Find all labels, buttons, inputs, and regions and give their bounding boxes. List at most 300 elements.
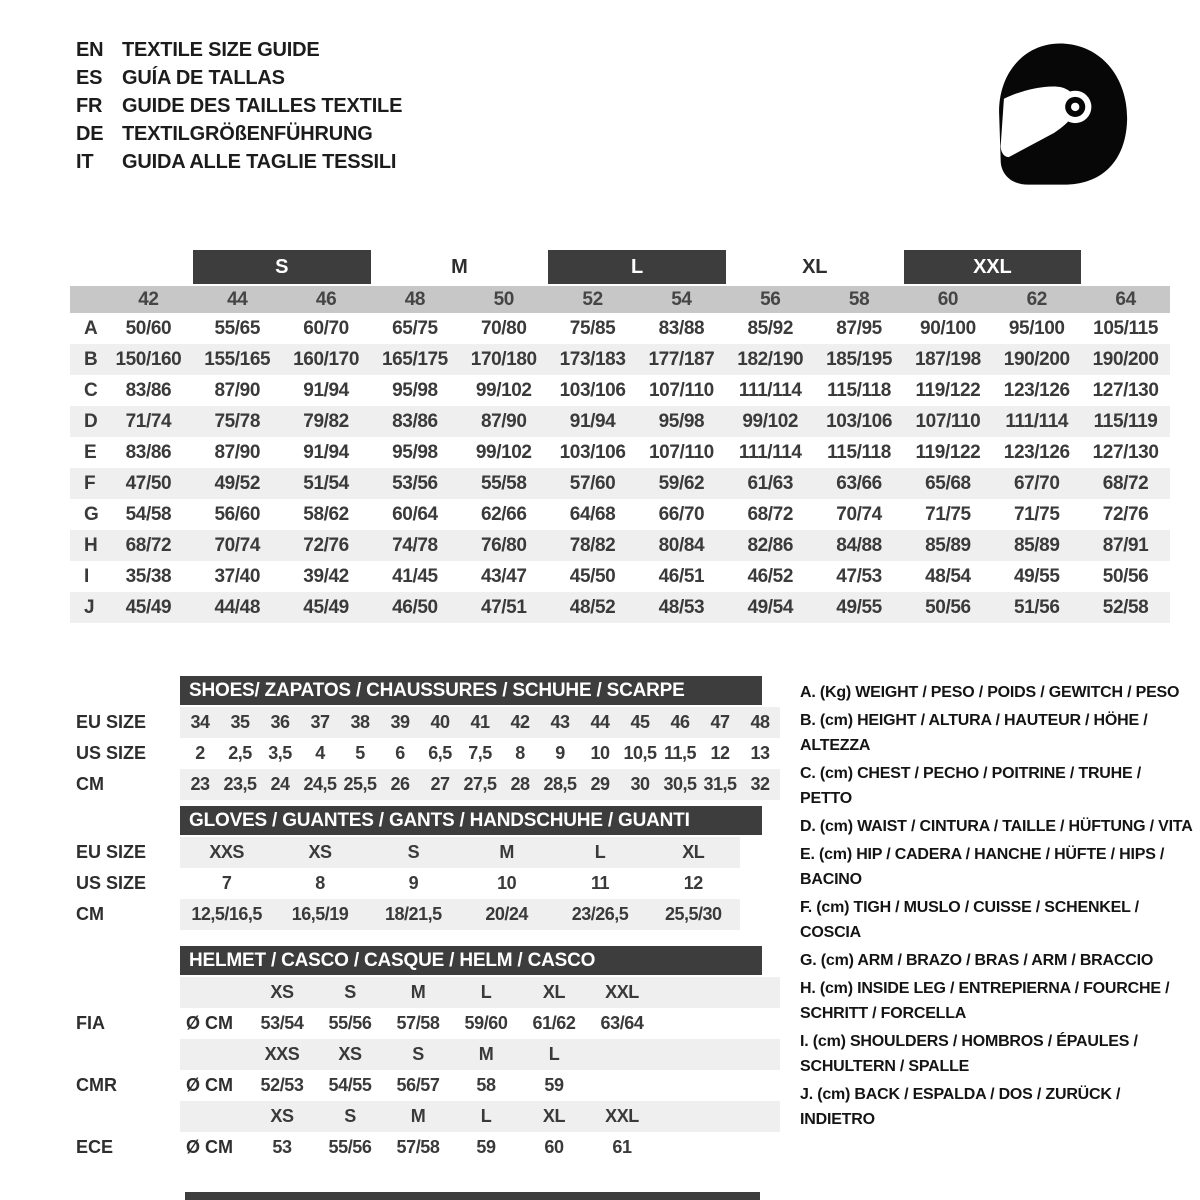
measure-value: 119/122: [915, 442, 981, 463]
helmet-sizes-row-fia: [70, 977, 782, 1008]
helmet-size: XXS: [264, 1044, 300, 1064]
numeric-size: 64: [1115, 289, 1136, 310]
measure-value: 37/40: [214, 566, 261, 587]
size-band-s: S: [193, 250, 371, 284]
cut-off-section-bar: [185, 1192, 760, 1200]
size-value: 24: [270, 774, 290, 794]
size-band-xl: XL: [802, 255, 828, 278]
size-value: 39: [390, 712, 410, 732]
helmet-size: XXL: [605, 1106, 639, 1126]
measure-value: 60/64: [392, 504, 438, 525]
unit-label: Ø CM: [186, 1013, 233, 1033]
measure-value: 57/60: [569, 473, 616, 494]
legend-item-d: D. (cm) WAIST / CINTURA / TAILLE / HÜFTUNG / VITA: [800, 818, 1193, 835]
language-row-fr: [76, 92, 402, 120]
helmet-value: 57/58: [396, 1013, 440, 1033]
numeric-size: 44: [227, 289, 248, 310]
measure-value: 47/51: [480, 597, 527, 618]
helmet-size: S: [412, 1044, 424, 1064]
size-value: 47: [710, 712, 730, 732]
measure-value: 71/74: [125, 411, 172, 432]
measure-value: 91/94: [569, 411, 616, 432]
helmet-value: 54/55: [328, 1075, 372, 1095]
gloves-row-3: [70, 899, 782, 930]
measure-value: 83/86: [392, 411, 438, 432]
size-value: 6,5: [428, 743, 452, 763]
helmet-values: [180, 1132, 780, 1163]
shoes-rows: [70, 707, 782, 800]
helmet-size: L: [480, 1106, 492, 1126]
size-value: 25,5: [343, 774, 377, 794]
measure-value: 190/200: [1003, 349, 1070, 370]
shoes-row-3: [70, 769, 782, 800]
size-band-row: [70, 250, 1170, 286]
measure-value: 115/118: [827, 442, 891, 463]
measure-value: 43/47: [480, 566, 527, 587]
shoes-section-title: SHOES/ ZAPATOS / CHAUSSURES / SCHUHE / SCARPE: [180, 676, 762, 705]
measure-row-i: [70, 561, 1170, 592]
helmet-value: 61/62: [532, 1013, 576, 1033]
helmet-value: 53: [272, 1137, 292, 1157]
helmet-size: XXL: [605, 982, 639, 1002]
size-value: 30,5: [663, 774, 697, 794]
measure-value: 95/100: [1008, 318, 1065, 339]
measure-value: 79/82: [303, 411, 349, 432]
measure-value: 111/114: [1005, 411, 1069, 432]
helmet-size: XS: [270, 1106, 294, 1126]
measure-value: 103/106: [826, 411, 893, 432]
measure-value: 83/88: [658, 318, 705, 339]
language-code: DE: [76, 123, 104, 145]
helmet-value: 58: [476, 1075, 496, 1095]
measure-value: 91/94: [303, 380, 349, 401]
measure-value: 87/90: [214, 380, 261, 401]
row-label: B: [84, 349, 98, 370]
gloves-section: [70, 806, 782, 930]
measure-value: 74/78: [392, 535, 438, 556]
measure-value: 46/52: [747, 566, 794, 587]
spacer: [656, 977, 780, 1008]
row-label: E: [84, 442, 97, 463]
measure-value: 47/50: [125, 473, 172, 494]
measure-value: 49/55: [836, 597, 882, 618]
measure-value: 95/98: [392, 442, 438, 463]
size-value: 2,5: [228, 743, 252, 763]
size-value: 9: [555, 743, 565, 763]
measure-value: 44/48: [214, 597, 261, 618]
measure-value: 150/160: [115, 349, 182, 370]
measure-value: 55/65: [214, 318, 261, 339]
measure-value: 160/170: [293, 349, 360, 370]
size-value: 7: [221, 873, 232, 893]
measure-value: 107/110: [648, 442, 714, 463]
measure-value: 103/106: [559, 380, 626, 401]
size-value: 43: [550, 712, 570, 732]
measure-value: 35/38: [125, 566, 172, 587]
row-label: ECE: [76, 1137, 114, 1157]
legend-item-g: G. (cm) ARM / BRAZO / BRAS / ARM / BRACCIO: [800, 952, 1154, 969]
numeric-size: 52: [582, 289, 603, 310]
measure-value: 85/89: [1013, 535, 1060, 556]
shoes-section: [70, 676, 782, 800]
gloves-row-2: [70, 868, 782, 899]
measure-value: 107/110: [915, 411, 981, 432]
measure-value: 115/119: [1093, 411, 1158, 432]
measure-value: 53/56: [392, 473, 438, 494]
numeric-size: 56: [760, 289, 781, 310]
row-label: EU SIZE: [76, 712, 147, 732]
gloves-section-title: GLOVES / GUANTES / GANTS / HANDSCHUHE / GUANTI: [180, 806, 762, 835]
measure-row-h: [70, 530, 1170, 561]
row-label: C: [84, 380, 98, 401]
measure-row-g: [70, 499, 1170, 530]
measure-value: 55/58: [480, 473, 527, 494]
numeric-size: 54: [671, 289, 692, 310]
measure-value: 111/114: [738, 380, 802, 401]
visor-pivot-center: [1071, 103, 1079, 111]
numeric-size: 60: [937, 289, 959, 310]
row-label: EU SIZE: [76, 842, 147, 862]
measure-value: 99/102: [475, 442, 532, 463]
numeric-size: 46: [315, 289, 337, 310]
helmet-size: S: [344, 1106, 356, 1126]
measurement-legend: [800, 680, 1194, 1135]
shoes-row-1: [70, 707, 782, 738]
row-label: F: [84, 473, 96, 494]
size-value: 45: [630, 712, 650, 732]
helmet-value: 59: [476, 1137, 496, 1157]
helmet-value: 60: [544, 1137, 564, 1157]
language-row-es: [76, 64, 402, 92]
size-value: 26: [390, 774, 410, 794]
measure-value: 119/122: [915, 380, 981, 401]
helmet-value: 52/53: [260, 1075, 304, 1095]
helmet-value: 55/56: [328, 1137, 372, 1157]
measure-value: 87/91: [1102, 535, 1149, 556]
measure-value: 80/84: [658, 535, 705, 556]
row-label: CM: [76, 904, 104, 924]
legend-item-j: J. (cm) BACK / ESPALDA / DOS / ZURÜCK / INDIETRO: [800, 1086, 1121, 1128]
size-value: 28,5: [543, 774, 577, 794]
size-value: 9: [408, 873, 419, 893]
legend-item-e: E. (cm) HIP / CADERA / HANCHE / HÜFTE / HIPS / BACINO: [800, 846, 1165, 888]
unit-label: Ø CM: [186, 1075, 233, 1095]
measure-value: 115/118: [827, 380, 891, 401]
measure-value: 45/50: [569, 566, 616, 587]
measure-value: 67/70: [1013, 473, 1060, 494]
language-title: GUIDA ALLE TAGLIE TESSILI: [122, 151, 397, 173]
size-value: XXS: [209, 842, 244, 862]
measure-value: 78/82: [569, 535, 616, 556]
language-title-list: [76, 36, 402, 176]
size-value: 8: [515, 743, 525, 763]
unit-label: Ø CM: [186, 1137, 233, 1157]
row-values: [180, 899, 740, 930]
size-value: 8: [315, 873, 325, 893]
helmet-values-row-ece: [70, 1132, 782, 1163]
measure-value: 65/75: [392, 318, 438, 339]
language-title: GUIDE DES TAILLES TEXTILE: [122, 95, 403, 117]
measure-value: 48/52: [569, 597, 616, 618]
measure-value: 72/76: [303, 535, 349, 556]
row-label: FIA: [76, 1013, 105, 1033]
legend-item-c: C. (cm) CHEST / PECHO / POITRINE / TRUHE / PETTO: [800, 765, 1141, 807]
measure-row-e: [70, 437, 1170, 468]
measure-value: 173/183: [559, 349, 626, 370]
spacer: [656, 1101, 780, 1132]
numeric-size: 62: [1026, 289, 1047, 310]
legend-item-f: F. (cm) TIGH / MUSLO / CUISSE / SCHENKEL / COSCIA: [800, 899, 1139, 941]
size-value: 12,5/16,5: [191, 904, 262, 924]
measure-value: 75/85: [569, 318, 616, 339]
size-value: 12: [710, 743, 730, 763]
measure-value: 75/78: [214, 411, 261, 432]
size-value: 4: [315, 743, 325, 763]
measure-value: 177/187: [648, 349, 715, 370]
row-label: CMR: [76, 1075, 117, 1095]
size-value: XS: [308, 842, 332, 862]
size-value: 5: [355, 743, 365, 763]
spacer: [656, 1070, 780, 1101]
size-value: 40: [430, 712, 450, 732]
helmet-sizes: [180, 1039, 780, 1070]
measure-value: 48/53: [658, 597, 705, 618]
size-value: 24,5: [303, 774, 337, 794]
size-value: 38: [350, 712, 370, 732]
spacer: [656, 1039, 780, 1070]
shoes-row-2: [70, 738, 782, 769]
helmet-size: L: [480, 982, 492, 1002]
size-value: 10: [590, 743, 610, 763]
measure-value: 83/86: [125, 442, 172, 463]
size-value: 27: [430, 774, 450, 794]
apparel-size-table: [70, 250, 1170, 623]
helmet-value: 53/54: [260, 1013, 304, 1033]
helmet-value: 55/56: [328, 1013, 372, 1033]
measure-value: 71/75: [1013, 504, 1060, 525]
helmet-size: XL: [542, 982, 566, 1002]
helmet-size: M: [410, 982, 426, 1002]
language-title: GUÍA DE TALLAS: [122, 67, 285, 89]
row-values: [180, 769, 780, 800]
measure-value: 155/165: [204, 349, 271, 370]
helmet-size: L: [548, 1044, 560, 1064]
measure-value: 76/80: [480, 535, 527, 556]
measure-value: 68/72: [747, 504, 794, 525]
size-value: 13: [750, 743, 770, 763]
size-value: 23/26,5: [571, 904, 629, 924]
row-label: D: [84, 411, 98, 432]
spacer: [656, 1132, 780, 1163]
size-value: 41: [470, 712, 490, 732]
language-title: TEXTILE SIZE GUIDE: [122, 39, 320, 61]
helmet-section-title: HELMET / CASCO / CASQUE / HELM / CASCO: [180, 946, 762, 975]
legend-item-h: H. (cm) INSIDE LEG / ENTREPIERNA / FOURCHE / SCHRITT / FORCELLA: [800, 980, 1170, 1022]
language-row-it: [76, 148, 402, 176]
measure-value: 58/62: [303, 504, 349, 525]
language-code: EN: [76, 39, 104, 61]
measure-value: 70/74: [836, 504, 882, 525]
measure-value: 51/54: [303, 473, 349, 494]
unit-spacer: [180, 1039, 248, 1070]
size-value: 35: [230, 712, 250, 732]
row-label: J: [84, 597, 95, 618]
row-label: G: [84, 504, 99, 525]
size-value: 20/24: [485, 904, 528, 924]
measure-value: 111/114: [738, 442, 802, 463]
size-value: 28: [510, 774, 530, 794]
row-values: [180, 837, 740, 868]
measure-value: 68/72: [1102, 473, 1149, 494]
size-value: 32: [750, 774, 770, 794]
measure-value: 48/54: [925, 566, 971, 587]
helmet-section: [70, 946, 782, 1163]
helmet-size: M: [410, 1106, 426, 1126]
legend-item-a: A. (Kg) WEIGHT / PESO / POIDS / GEWITCH / PESO: [800, 684, 1180, 701]
numeric-size: 50: [493, 289, 514, 310]
size-value: 37: [310, 712, 330, 732]
measure-value: 46/50: [392, 597, 438, 618]
helmet-sizes-row-cmr: [70, 1039, 782, 1070]
size-value: 23,5: [223, 774, 257, 794]
measure-value: 90/100: [920, 318, 976, 339]
size-band-m: M: [451, 255, 468, 278]
measure-value: 95/98: [392, 380, 438, 401]
helmet-size: S: [344, 982, 356, 1002]
size-value: 3,5: [268, 743, 292, 763]
numeric-size: 42: [138, 289, 159, 310]
measure-value: 72/76: [1102, 504, 1149, 525]
measure-row-d: [70, 406, 1170, 437]
language-code: FR: [76, 95, 103, 117]
measure-value: 71/75: [925, 504, 971, 525]
helmet-value: [588, 1070, 656, 1101]
measure-value: 170/180: [470, 349, 537, 370]
racing-helmet-icon: [978, 33, 1140, 197]
measure-value: 56/60: [214, 504, 261, 525]
language-code: ES: [76, 67, 103, 89]
row-values: [180, 738, 780, 769]
size-band-xxl: XXL: [904, 250, 1082, 284]
helmet-value: 59/60: [464, 1013, 508, 1033]
helmet-value: 56/57: [396, 1075, 440, 1095]
row-label: US SIZE: [76, 743, 147, 763]
measure-value: 66/70: [658, 504, 705, 525]
measure-value: 123/126: [1003, 442, 1070, 463]
helmet-size: XS: [270, 982, 294, 1002]
measure-value: 64/68: [569, 504, 616, 525]
size-value: 36: [270, 712, 290, 732]
measure-value: 95/98: [658, 411, 705, 432]
row-label: A: [84, 318, 98, 339]
measure-value: 87/95: [836, 318, 882, 339]
language-title: TEXTILGRÖßENFÜHRUNG: [122, 123, 373, 145]
measure-value: 60/70: [303, 318, 349, 339]
size-band-l: L: [548, 250, 726, 284]
row-label: [70, 1101, 180, 1132]
measure-value: 61/63: [747, 473, 794, 494]
measure-value: 127/130: [1092, 380, 1159, 401]
row-values: [180, 868, 740, 899]
measure-value: 107/110: [648, 380, 714, 401]
measure-value: 65/68: [925, 473, 971, 494]
measure-value: 62/66: [480, 504, 527, 525]
measure-value: 49/55: [1013, 566, 1060, 587]
measure-value: 45/49: [303, 597, 349, 618]
measure-value: 185/195: [826, 349, 893, 370]
size-value: 44: [590, 712, 610, 732]
measure-row-a: [70, 313, 1170, 344]
size-value: 2: [195, 743, 205, 763]
helmet-value: 63/64: [600, 1013, 644, 1033]
legend-item-i: I. (cm) SHOULDERS / HOMBROS / ÉPAULES / SCHULTERN / SPALLE: [800, 1033, 1138, 1075]
size-value: 10,5: [623, 743, 657, 763]
size-value: 46: [670, 712, 690, 732]
unit-spacer: [180, 1101, 248, 1132]
row-label: US SIZE: [76, 873, 147, 893]
measure-value: 45/49: [125, 597, 172, 618]
size-value: 16,5/19: [291, 904, 349, 924]
helmet-sizes-row-ece: [70, 1101, 782, 1132]
row-label: [70, 977, 180, 1008]
measure-value: 103/106: [559, 442, 626, 463]
unit-spacer: [180, 977, 248, 1008]
measure-value: 63/66: [836, 473, 882, 494]
size-value: 34: [190, 712, 210, 732]
measure-value: 85/89: [925, 535, 971, 556]
measure-row-j: [70, 592, 1170, 623]
helmet-rows: [70, 977, 782, 1163]
size-value: 6: [395, 743, 405, 763]
measure-value: 46/51: [658, 566, 705, 587]
row-label: I: [84, 566, 90, 587]
measure-value: 47/53: [836, 566, 882, 587]
measure-row-c: [70, 375, 1170, 406]
row-label: [70, 1039, 180, 1070]
size-value: 30: [630, 774, 650, 794]
size-value: 27,5: [463, 774, 497, 794]
numeric-size-row: [70, 286, 1170, 313]
size-value: L: [594, 842, 606, 862]
size-value: 31,5: [703, 774, 737, 794]
numeric-row-spacer: [70, 286, 104, 313]
row-values: [180, 707, 780, 738]
size-value: 7,5: [468, 743, 492, 763]
measure-value: 165/175: [381, 349, 448, 370]
helmet-value: 59: [544, 1075, 564, 1095]
measure-value: 84/88: [836, 535, 882, 556]
helmet-sizes: [180, 977, 780, 1008]
size-value: XL: [682, 842, 705, 862]
measure-value: 82/86: [747, 535, 794, 556]
measurement-rows: [70, 313, 1170, 623]
helmet-values-row-fia: [70, 1008, 782, 1039]
measure-value: 50/60: [125, 318, 172, 339]
measure-value: 83/86: [125, 380, 172, 401]
measure-value: 51/56: [1013, 597, 1060, 618]
measure-value: 182/190: [737, 349, 804, 370]
helmet-value: 61: [612, 1137, 632, 1157]
measure-value: 87/90: [214, 442, 261, 463]
measure-value: 52/58: [1102, 597, 1149, 618]
measure-value: 87/90: [480, 411, 527, 432]
measure-value: 187/198: [914, 349, 981, 370]
helmet-sizes: [180, 1101, 780, 1132]
size-value: 25,5/30: [665, 904, 722, 924]
numeric-size: 58: [848, 289, 870, 310]
language-code: IT: [76, 151, 94, 173]
helmet-value: 57/58: [396, 1137, 440, 1157]
